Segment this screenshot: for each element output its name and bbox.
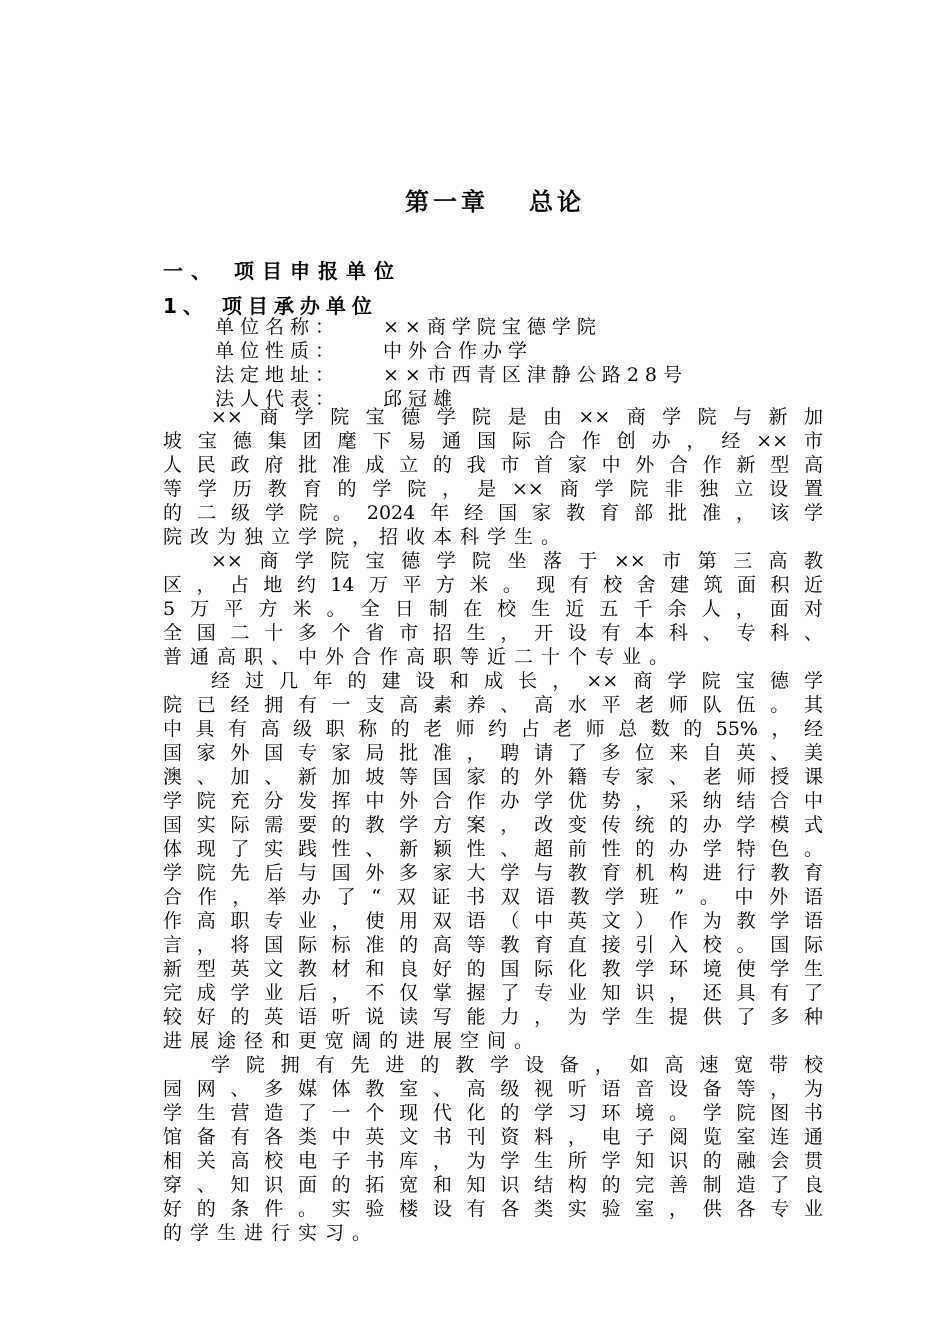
paragraph-line: 人民政府批准成立的我市首家中外合作新型高 [163,454,823,476]
info-label: 单位名称： [215,316,341,338]
chapter-title [0,182,950,217]
paragraph-line: 言，将国际标准的高等教育直接引入校。国际 [163,934,823,956]
paragraph-line: 作高职专业，使用双语（中英文）作为教学语 [163,910,823,932]
paragraph-line: 院改为独立学院，招收本科学生。 [163,526,569,548]
paragraph-line: 等学历教育的学院，是××商学院非独立设置 [163,478,823,500]
paragraph-line: 体现了实践性、新颖性、超前性的办学特色。 [163,838,823,860]
paragraph-line: 学院拥有先进的教学设备，如高速宽带校 [211,1054,823,1076]
paragraph-line: 相关高校电子书库，为学生所学知识的融会贯 [163,1150,823,1172]
paragraph-line: 院已经拥有一支高素养、高水平老师队伍。其 [163,694,823,716]
paragraph-line: 好的条件。实验楼设有各类实验室，供各专业 [163,1198,823,1220]
paragraph-line: 新型英文教材和良好的国际化教学环境使学生 [163,958,823,980]
chapter-number: 第一章 [405,188,489,216]
info-row [215,339,688,363]
info-label: 法定地址： [215,364,341,386]
paragraph-line: 国家外国专家局批准，聘请了多位来自英、美 [163,742,823,764]
paragraph-line: 区，占地约14万平方米。现有校舍建筑面积近 [163,574,823,596]
info-row [215,363,688,387]
paragraph-line: 普通高职、中外合作高职等近二十个专业。 [163,646,677,668]
info-label: 单位性质： [215,340,341,362]
info-value: ××市西青区津静公路28号 [383,364,689,386]
paragraph-line: 全国二十多个省市招生，开设有本科、专科、 [163,622,823,644]
paragraph-line: 学生营造了一个现代化的学习环境。学院图书 [163,1102,823,1124]
subsection-heading: 1、 项目承办单位 [163,294,378,318]
paragraph-line: 完成学业后，不仅掌握了专业知识，还具有了 [163,982,823,1004]
paragraph-line: ××商学院宝德学院是由××商学院与新加 [211,406,823,428]
paragraph-line: ××商学院宝德学院坐落于××市第三高教 [211,550,823,572]
paragraph-line: 国实际需要的教学方案，改变传统的办学模式 [163,814,823,836]
paragraph-line: 园网、多媒体教室、高级视听语音设备等，为 [163,1078,823,1100]
paragraph-line: 学院充分发挥中外合作办学优势，采纳结合中 [163,790,823,812]
paragraph-line: 坡宝德集团麾下易通国际合作创办，经××市 [163,430,823,452]
paragraph-line: 馆备有各类中英文书刊资料，电子阅览室连通 [163,1126,823,1148]
info-value: 中外合作办学 [383,340,534,362]
paragraph-line: 5万平方米。全日制在校生近五千余人，面对 [163,598,823,620]
paragraph-line: 中具有高级职称的老师约占老师总数的55%，经 [163,718,823,740]
info-value: ××商学院宝德学院 [383,316,602,338]
info-value: 邱冠雄 [383,388,459,410]
chapter-name: 总论 [529,188,585,216]
paragraph-line: 经过几年的建设和成长，××商学院宝德学 [211,670,823,692]
info-label: 法人代表： [215,388,341,410]
paragraph-line: 的二级学院。2024年经国家教育部批准，该学 [163,502,823,524]
section-heading: 一、 项目申报单位 [163,259,402,283]
paragraph-line: 澳、加、新加坡等国家的外籍专家、老师授课 [163,766,823,788]
info-row [215,315,688,339]
paragraph-line: 较好的英语听说读写能力，为学生提供了多种 [163,1006,823,1028]
paragraph-line: 的学生进行实习。 [163,1222,380,1244]
paragraph-line: 合作，举办了“双证书双语教学班”。中外语 [163,886,823,908]
paragraph-line: 学院先后与国外多家大学与教育机构进行教育 [163,862,823,884]
unit-info [215,315,688,411]
paragraph-line: 进展途径和更宽阔的进展空间。 [163,1030,542,1052]
body-text [163,405,823,1245]
paragraph-line: 穿、知识面的拓宽和知识结构的完善制造了良 [163,1174,823,1196]
